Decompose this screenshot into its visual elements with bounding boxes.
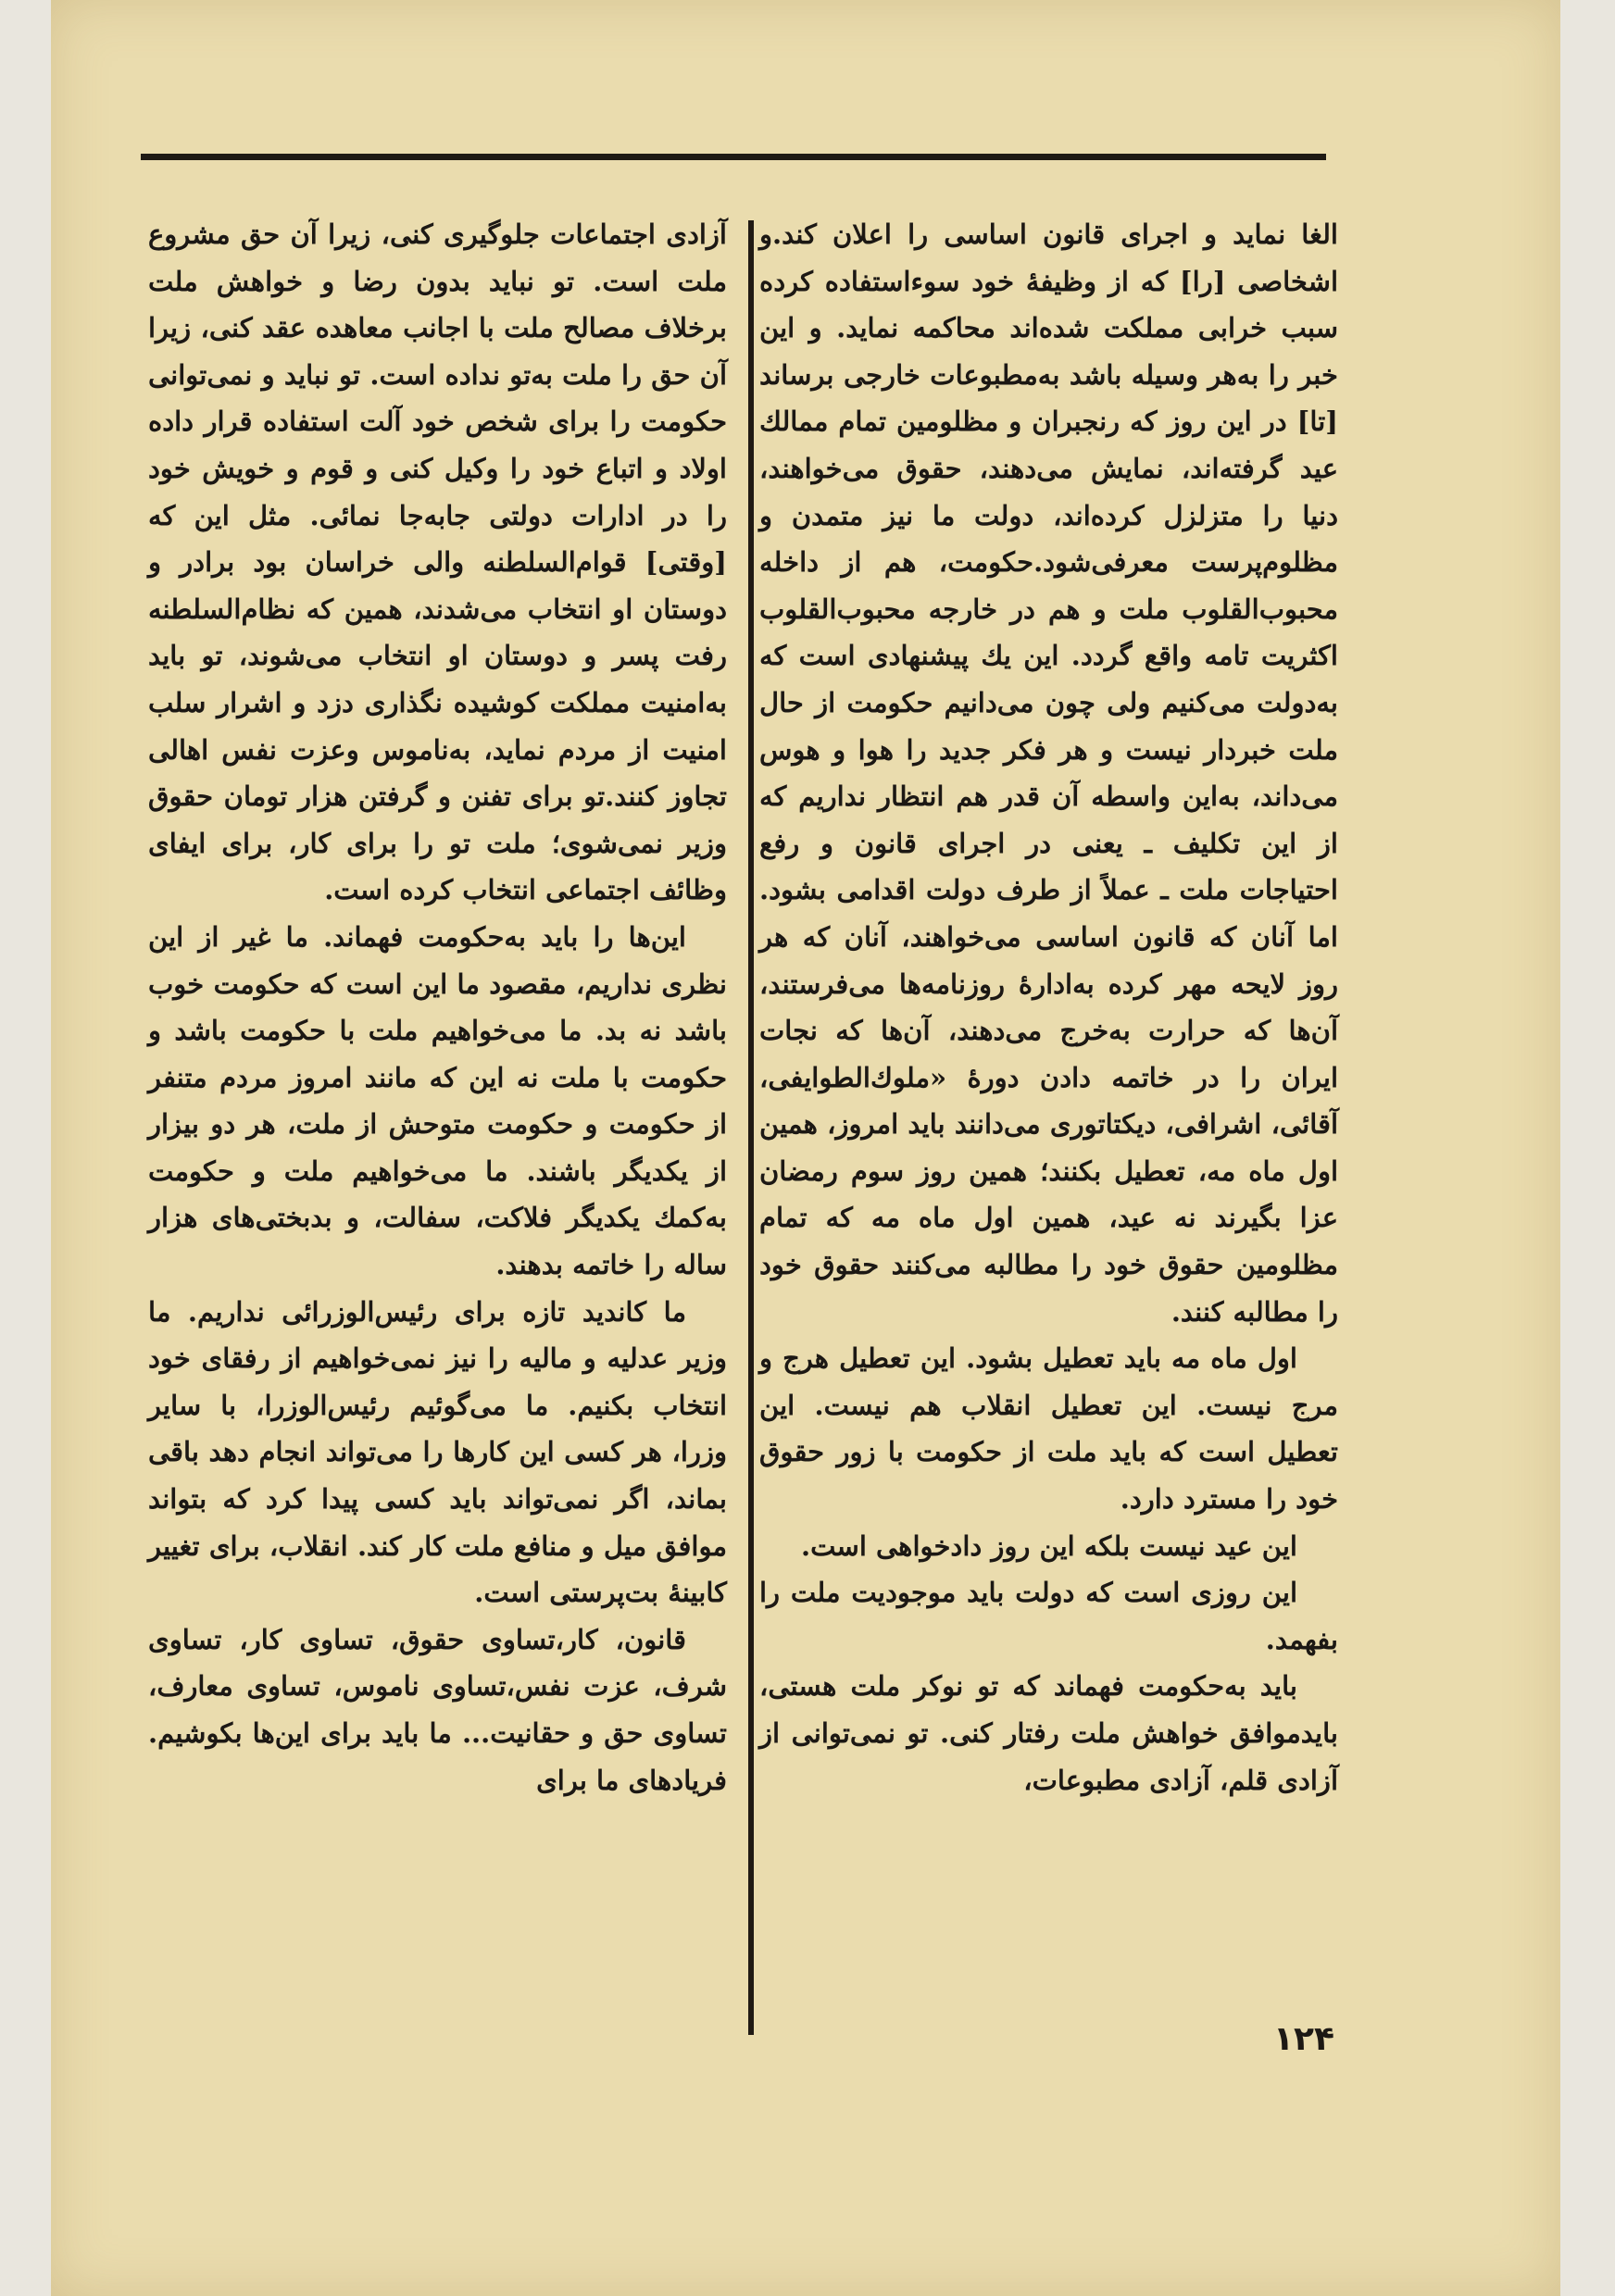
column-divider — [748, 220, 754, 2035]
paragraph: این روزی است که دولت باید موجودیت ملت را بفهمد. — [759, 1577, 1338, 1655]
paragraph: باید به‌حکومت فهماند که تو نوکر ملت هستی، بایدموافق خواهش ملت رفتار کنی. تو نمی‌توانی از آزادی قلم، آزادی مطبوعات، — [759, 1670, 1338, 1796]
page-number: ۱۲۴ — [1273, 2020, 1334, 2058]
paragraph: اول ماه مه باید تعطیل بشود. این تعطیل هرج و مرج نیست. این تعطیل انقلاب هم نیست. این تعطیل است که باید ملت از حکومت با زور حقوق خود را مسترد دارد. — [759, 1342, 1338, 1516]
top-rule — [141, 154, 1326, 160]
paragraph: ما کاندید تازه برای رئیس‌الوزرائی نداریم. ما وزیر عدلیه و مالیه را نیز نمی‌خواهیم از رفقای خود انتخاب بکنیم. ما می‌گوئیم رئیس‌الوزرا، با سایر وزرا، هر کسی این کارها را می‌تواند انجام دهد باقی بماند، اگر نمی‌تواند باید کسی پیدا کرد که بتواند موافق میل و منافع ملت کار کند. انقلاب، برای تغییر کابینهٔ بت‌پرستی است. — [148, 1295, 727, 1609]
right-column — [759, 211, 1338, 1803]
paragraph: این عید نیست بلکه این روز دادخواهی است. — [800, 1529, 1297, 1562]
paragraph: آزادی اجتماعات جلوگیری کنی، زیرا آن حق مشروع ملت است. تو نباید بدون رضا و خواهش ملت برخلاف مصالح ملت با اجانب معاهده عقد کنی، زیرا آن حق را ملت به‌تو نداده است. تو نباید و نمی‌توانی حکومت را برای شخص خود آلت استفاده قرار داده اولاد و اتباع خود را وکیل کنی و قوم و خویش خود را در ادارات دولتی جابه‌جا نمائی. مثل این که [وقتی] قوام‌السلطنه والی خراسان بود برادر و دوستان او انتخاب می‌شدند، همین که نظام‌السلطنه رفت پسر و دوستان او انتخاب می‌شوند، تو باید به‌امنیت مملکت کوشیده نگذاری دزد و اشرار سلب امنیت از مردم نماید، به‌ناموس وعزت نفس اهالی تجاوز کنند.تو برای تفنن و گرفتن هزار تومان حقوق وزیر نمی‌شوی؛ ملت تو را برای کار، برای ایفای وظائف اجتماعی انتخاب کرده است. — [148, 218, 727, 906]
paragraph: قانون، کار،تساوی حقوق، تساوی کار، تساوی شرف، عزت نفس،تساوی ناموس، تساوی معارف، تساوی حق و حقانیت... ما باید برای این‌ها بکوشیم. فریادهای ما برای — [148, 1623, 727, 1796]
paragraph: الغا نماید و اجرای قانون اساسی را اعلان کند.و اشخاصی [را] که از وظیفهٔ خود سوءاستفاده کرده سبب خرابی مملکت شده‌اند محاکمه نماید. و این خبر را به‌هر وسیله باشد به‌مطبوعات خارجی برساند [تا] در این روز که رنجبران و مظلومین تمام ممالك عید گرفته‌اند، نمایش می‌دهند، حقوق می‌خواهند، دنیا را متزلزل کرده‌اند، دولت ما نیز متمدن و مظلوم‌پرست معرفی‌شود.حکومت، هم از داخله محبوب‌القلوب ملت و هم در خارجه محبوب‌القلوب اکثریت تامه واقع گردد. این يك پیشنهادی است که به‌دولت می‌کنیم ولی چون می‌دانیم حکومت از حال ملت خبردار نیست و هر فکر جدید را هوا و هوس می‌داند، به‌این واسطه آن قدر هم انتظار نداریم که از این تکلیف ـ یعنی در اجرای قانون و رفع احتیاجات ملت ـ عملاً از طرف دولت اقدامی بشود. اما آنان که قانون اساسی می‌خواهند، آنان که هر روز لایحه مهر کرده به‌ادارهٔ روزنامه‌ها می‌فرستند، آن‌ها که حرارت به‌خرج می‌دهند، آن‌ها که نجات ایران را در خاتمه دادن دورهٔ «ملوك‌الطوایفی، آقائی، اشرافی، دیکتاتوری می‌دانند باید امروز، همین اول ماه مه، تعطیل بکنند؛ همین روز سوم رمضان عزا بگیرند نه عید، همین اول ماه مه که تمام مظلومین حقوق خود را مطالبه می‌کنند حقوق خود را مطالبه کنند. — [759, 218, 1338, 1328]
left-column — [148, 211, 727, 1803]
paragraph: این‌ها را باید به‌حکومت فهماند. ما غیر از این نظری نداریم، مقصود ما این است که حکومت خوب باشد نه بد. ما می‌خواهیم ملت با حکومت باشد و حکومت با ملت نه این که مانند امروز مردم متنفر از حکومت و حکومت متوحش از ملت، هر دو بیزار از یکدیگر باشند. ما می‌خواهیم ملت و حکومت به‌کمك یکدیگر فلاکت، سفالت، و بدبختی‌های هزار ساله را خاتمه بدهند. — [148, 920, 727, 1281]
